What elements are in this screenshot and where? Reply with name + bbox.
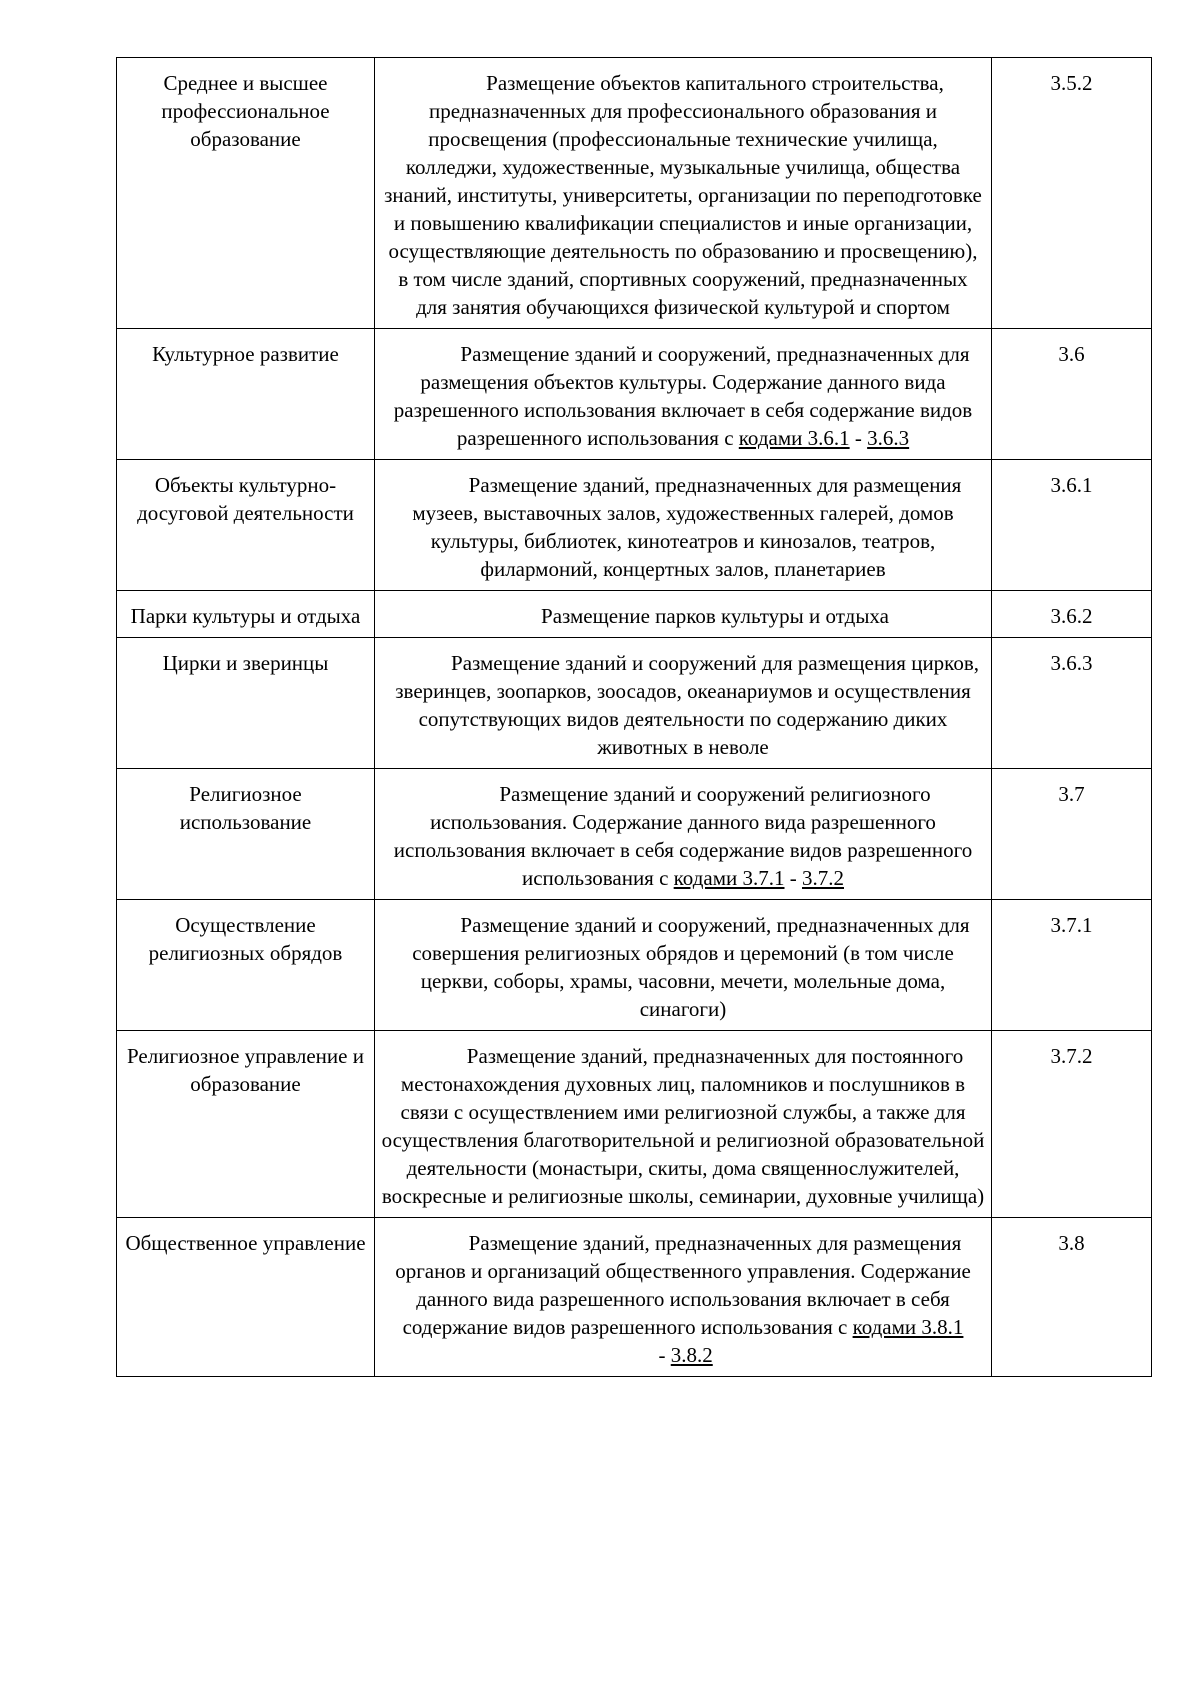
use-description-cell	[375, 769, 992, 900]
table-row	[117, 1218, 1152, 1377]
use-name: Религиозное управление и образование	[127, 1044, 364, 1096]
use-name-cell	[117, 769, 375, 900]
use-code-cell	[992, 1218, 1152, 1377]
use-name-cell	[117, 638, 375, 769]
use-code: 3.6.2	[1050, 604, 1093, 628]
table-row	[117, 638, 1152, 769]
use-code-cell	[992, 460, 1152, 591]
code-range-link-start[interactable]: кодами 3.6.1	[738, 426, 850, 450]
use-code: 3.5.2	[1050, 71, 1093, 95]
use-description: Размещение зданий и сооружений для размещения цирков, зверинцев, зоопарков, зоосадов, океанариумов и осуществления сопутствующих видов деятельности по содержанию диких животных в неволе	[395, 651, 979, 759]
use-code-cell	[992, 1031, 1152, 1218]
use-name-cell	[117, 460, 375, 591]
table-row	[117, 591, 1152, 638]
use-code: 3.8	[1058, 1231, 1085, 1255]
code-range-separator: -	[849, 426, 868, 450]
use-code: 3.7.2	[1050, 1044, 1093, 1068]
table-row	[117, 329, 1152, 460]
document-page	[116, 57, 1151, 1377]
use-name: Объекты культурно-досуговой деятельности	[137, 473, 354, 525]
use-name-cell	[117, 329, 375, 460]
table-row	[117, 1031, 1152, 1218]
use-description: Размещение зданий и сооружений, предназначенных для размещения объектов культуры. Содержание данного вида разрешенного использования включает в себя содержание видов разрешенного использования с	[393, 342, 973, 450]
use-name: Цирки и зверинцы	[162, 651, 329, 675]
use-description: Размещение объектов капитального строительства, предназначенных для профессионального образования и просвещения (профессиональные технические училища, колледжи, художественные, музыкальные училища, общества знаний, институты, университеты, организации по переподготовке и повышению квалификации специалистов и иные организации, осуществляющие деятельность по образованию и просвещению), в том числе зданий, спортивных сооружений, предназначенных для занятия обучающихся физической культурой и спортом	[384, 71, 982, 319]
use-description-cell	[375, 638, 992, 769]
code-range-separator: -	[784, 866, 802, 890]
use-description: Размещение зданий и сооружений, предназначенных для совершения религиозных обрядов и церемоний (в том числе церкви, соборы, храмы, часовни, мечети, молельные дома, синагоги)	[412, 913, 970, 1021]
use-description: Размещение зданий, предназначенных для постоянного местонахождения духовных лиц, паломников и послушников в связи с осуществлением ими религиозной службы, а также для осуществления благотворительной и религиозной образовательной деятельности (монастыри, скиты, дома священнослужителей, воскресные и религиозные школы, семинарии, духовные училища)	[381, 1044, 985, 1208]
use-name-cell	[117, 1031, 375, 1218]
use-description-cell	[375, 591, 992, 638]
use-code-cell	[992, 329, 1152, 460]
use-description-cell	[375, 900, 992, 1031]
table-row	[117, 58, 1152, 329]
code-range-separator: -	[653, 1343, 671, 1367]
code-range-link-end[interactable]: 3.7.2	[802, 866, 844, 890]
use-code-cell	[992, 769, 1152, 900]
use-code-cell	[992, 638, 1152, 769]
use-description: Размещение зданий, предназначенных для размещения музеев, выставочных залов, художественных галерей, домов культуры, библиотек, кинотеатров и кинозалов, театров, филармоний, концертных залов, планетариев	[412, 473, 962, 581]
use-description-cell	[375, 58, 992, 329]
use-name: Осуществление религиозных обрядов	[148, 913, 343, 965]
use-code-cell	[992, 900, 1152, 1031]
use-description: Размещение зданий и сооружений религиозного использования. Содержание данного вида разрешенного использования включает в себя содержание видов разрешенного использования с	[393, 782, 973, 890]
use-name-cell	[117, 1218, 375, 1377]
use-name: Культурное развитие	[152, 342, 339, 366]
use-description: Размещение парков культуры и отдыха	[541, 604, 889, 628]
use-name-cell	[117, 900, 375, 1031]
table-row	[117, 460, 1152, 591]
use-description-cell	[375, 1031, 992, 1218]
use-description-cell	[375, 329, 992, 460]
use-name: Среднее и высшее профессиональное образование	[161, 71, 330, 151]
use-code-cell	[992, 58, 1152, 329]
use-code: 3.6.1	[1050, 473, 1093, 497]
use-name: Общественное управление	[125, 1231, 366, 1255]
code-range-link-end[interactable]: 3.6.3	[867, 426, 910, 450]
use-name: Религиозное использование	[179, 782, 312, 834]
table-row	[117, 900, 1152, 1031]
use-code: 3.6	[1058, 342, 1085, 366]
use-code: 3.7	[1058, 782, 1085, 806]
code-range-link-start[interactable]: кодами 3.7.1	[673, 866, 785, 890]
land-use-table	[116, 57, 1152, 1377]
use-code-cell	[992, 591, 1152, 638]
use-code: 3.6.3	[1050, 651, 1093, 675]
code-range-link-end[interactable]: 3.8.2	[670, 1343, 713, 1367]
use-name-cell	[117, 591, 375, 638]
use-name-cell	[117, 58, 375, 329]
use-description-cell	[375, 460, 992, 591]
table-row	[117, 769, 1152, 900]
use-code: 3.7.1	[1050, 913, 1093, 937]
use-description-cell	[375, 1218, 992, 1377]
code-range-link-start[interactable]: кодами 3.8.1	[852, 1315, 964, 1339]
use-description: Размещение зданий, предназначенных для размещения органов и организаций общественного управления. Содержание данного вида разрешенного использования включает в себя содержание видов разрешенного использования с	[395, 1231, 971, 1339]
use-name: Парки культуры и отдыха	[130, 604, 361, 628]
